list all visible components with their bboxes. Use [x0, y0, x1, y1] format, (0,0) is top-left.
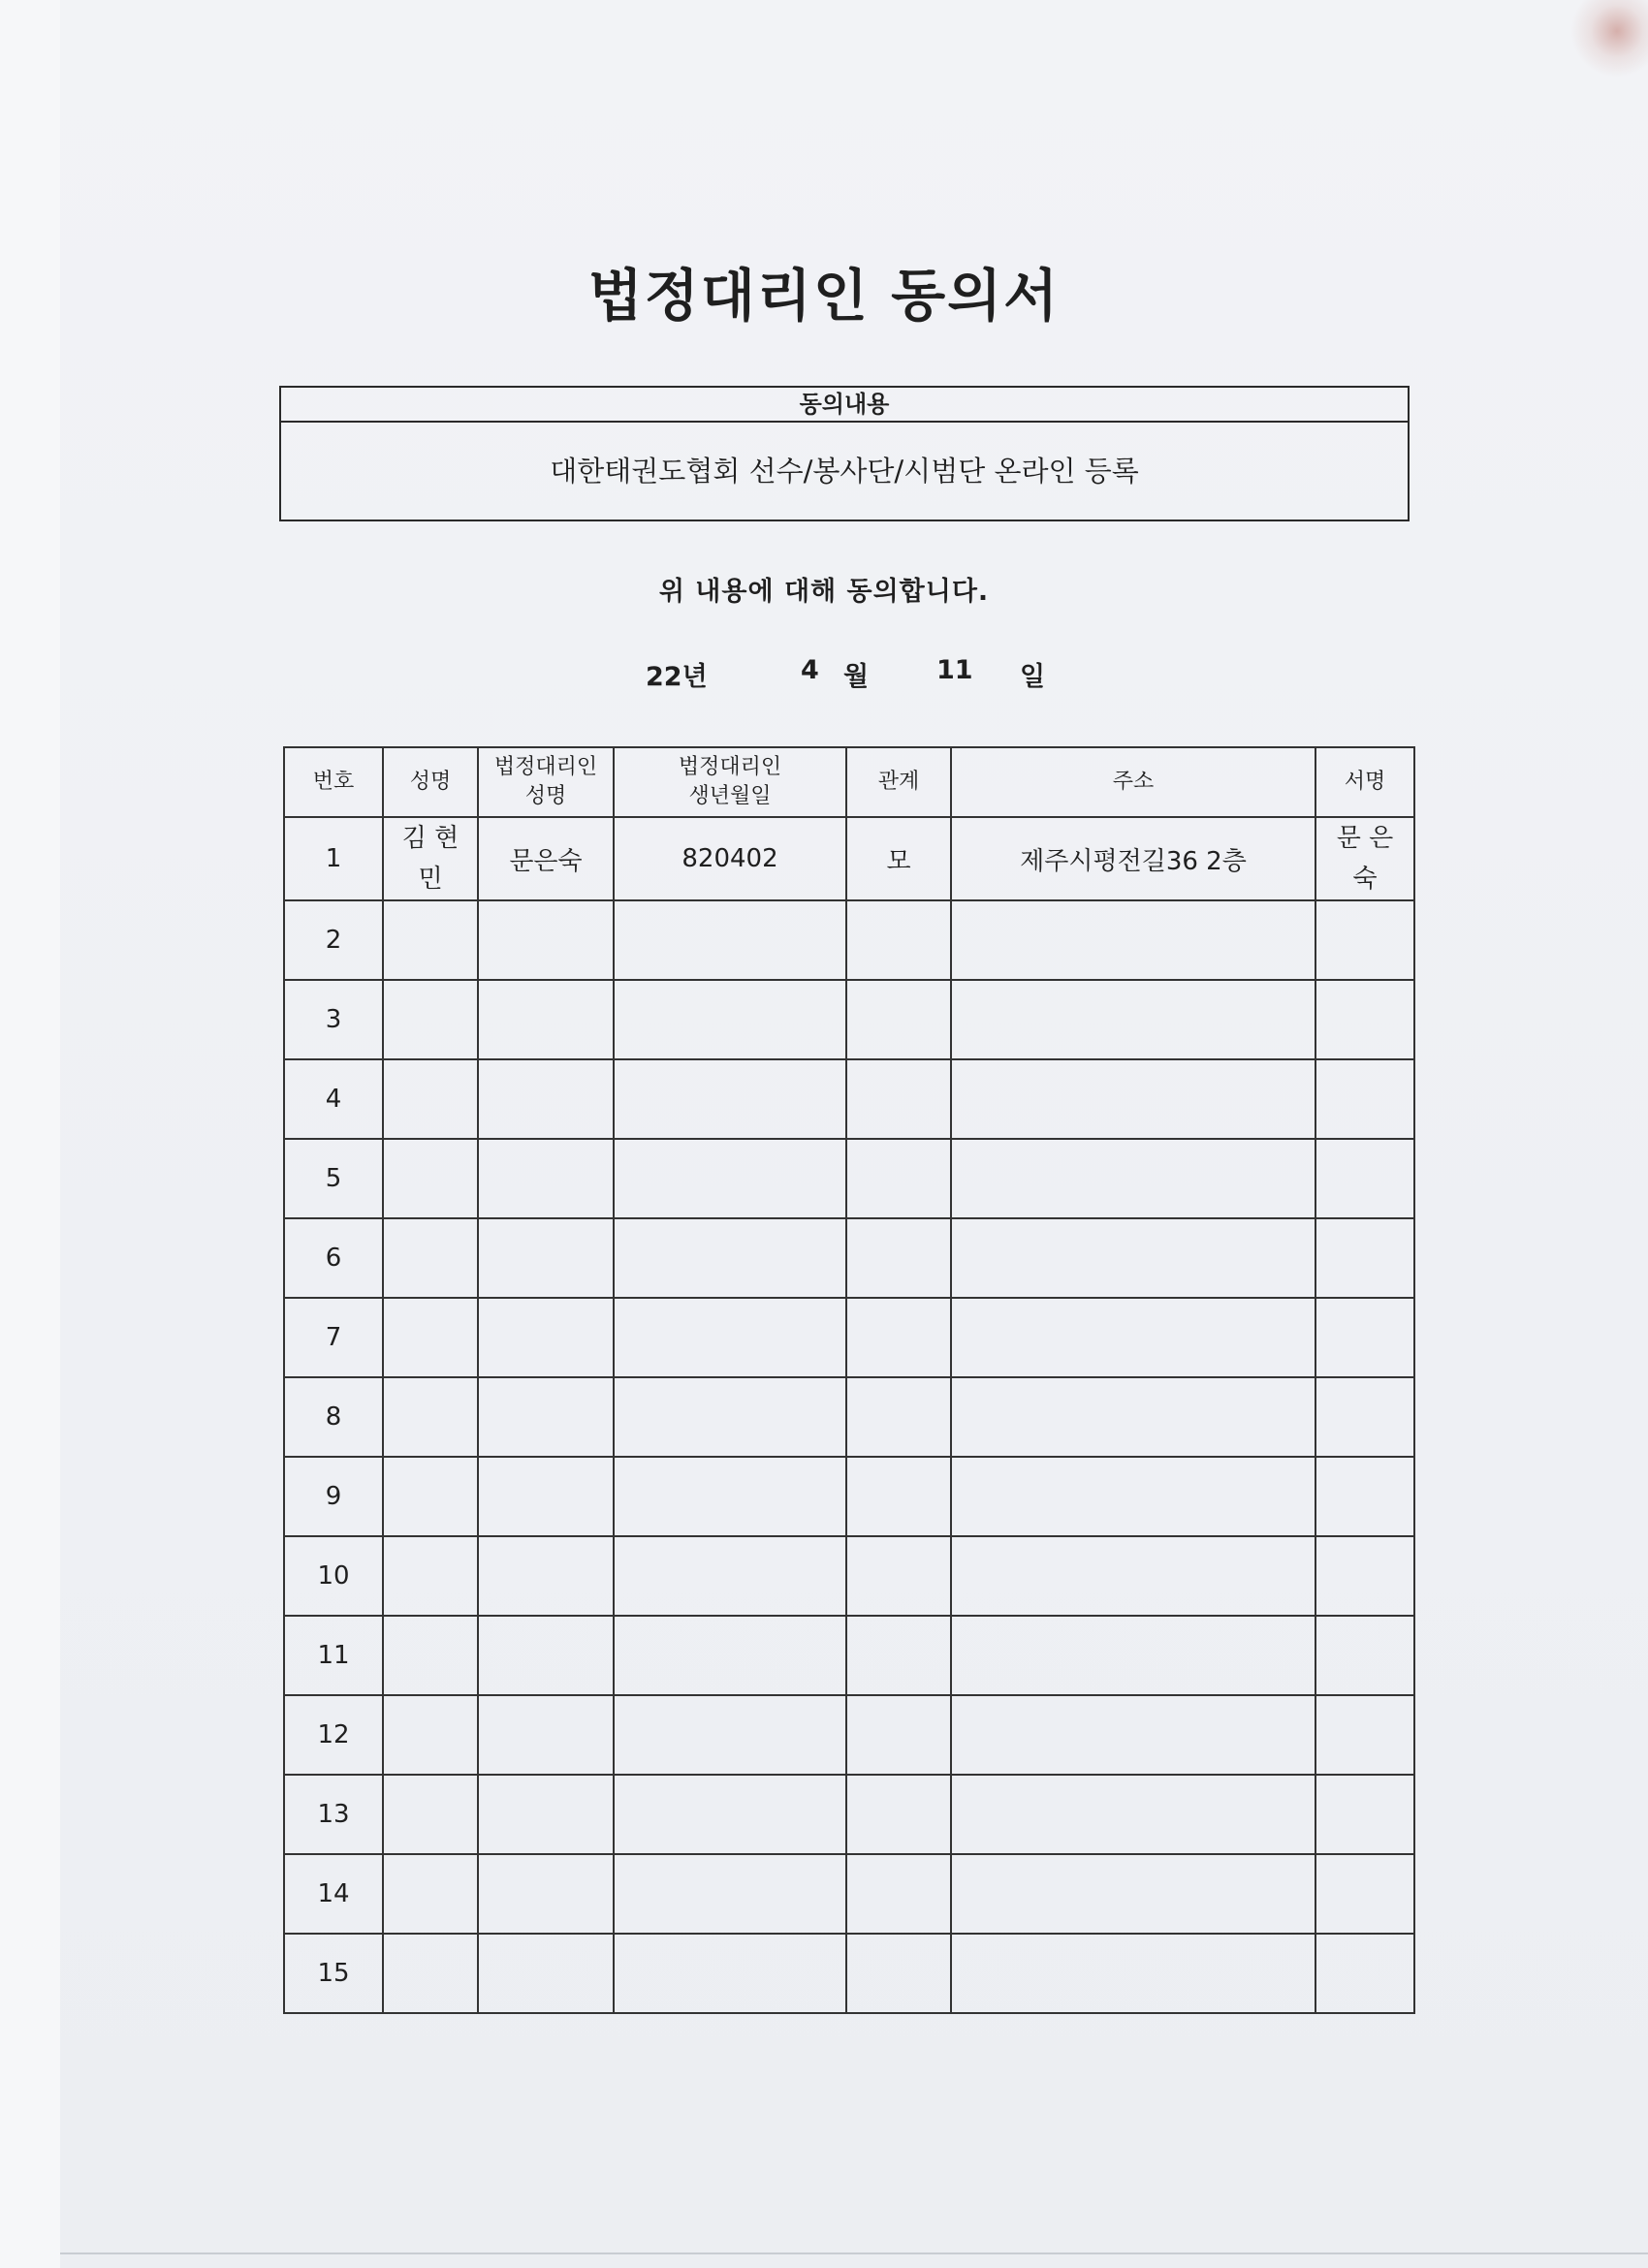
cell-no: 1	[284, 817, 383, 900]
header-guardian-birth-line2: 생년월일	[688, 784, 772, 808]
header-address: 주소	[951, 747, 1315, 817]
cell-guardian-name[interactable]	[478, 1139, 614, 1218]
cell-no: 14	[284, 1854, 383, 1934]
cell-no: 3	[284, 980, 383, 1059]
table-row	[284, 1695, 1414, 1775]
header-guardian-birth	[614, 747, 846, 817]
cell-address[interactable]	[951, 1695, 1315, 1775]
cell-relation[interactable]	[846, 980, 951, 1059]
cell-guardian-name[interactable]	[478, 980, 614, 1059]
cell-guardian-birth[interactable]: 820402	[614, 817, 846, 900]
cell-no: 13	[284, 1775, 383, 1854]
table-row	[284, 1298, 1414, 1377]
cell-name[interactable]	[383, 980, 478, 1059]
cell-signature[interactable]	[1315, 980, 1414, 1059]
cell-guardian-birth[interactable]	[614, 1298, 846, 1377]
cell-guardian-name[interactable]	[478, 1059, 614, 1139]
scan-bottom-edge	[60, 2252, 1648, 2254]
cell-relation[interactable]	[846, 1934, 951, 2013]
cell-guardian-birth[interactable]	[614, 1536, 846, 1616]
date-month: 4	[801, 655, 819, 685]
consent-box	[279, 386, 1410, 521]
cell-guardian-name[interactable]	[478, 1854, 614, 1934]
cell-guardian-name[interactable]	[478, 1457, 614, 1536]
consent-header: 동의내용	[281, 388, 1408, 423]
cell-relation[interactable]	[846, 1854, 951, 1934]
cell-name-line1: 김 현	[401, 824, 460, 853]
cell-relation[interactable]	[846, 1616, 951, 1695]
cell-no: 2	[284, 900, 383, 980]
header-guardian-birth-line1: 법정대리인	[678, 755, 782, 779]
date-year: 22년	[646, 662, 708, 692]
cell-guardian-name[interactable]	[478, 1377, 614, 1457]
cell-no: 6	[284, 1218, 383, 1298]
consent-body: 대한태권도협회 선수/봉사단/시범단 온라인 등록	[550, 455, 1139, 488]
cell-signature[interactable]	[1315, 1775, 1414, 1854]
cell-name[interactable]	[383, 1457, 478, 1536]
cell-signature-line1: 문 은	[1336, 824, 1394, 853]
cell-address[interactable]	[951, 1298, 1315, 1377]
cell-no: 12	[284, 1695, 383, 1775]
header-signature: 서명	[1315, 747, 1414, 817]
cell-guardian-name[interactable]	[478, 1218, 614, 1298]
cell-name[interactable]	[383, 817, 478, 900]
table-row	[284, 1536, 1414, 1616]
cell-address[interactable]	[951, 1139, 1315, 1218]
cell-name[interactable]	[383, 1377, 478, 1457]
cell-signature-line2: 숙	[1352, 865, 1378, 894]
cell-address[interactable]	[951, 1377, 1315, 1457]
cell-name[interactable]	[383, 1218, 478, 1298]
cell-relation[interactable]	[846, 1536, 951, 1616]
header-name: 성명	[383, 747, 478, 817]
cell-relation[interactable]	[846, 1457, 951, 1536]
cell-address[interactable]	[951, 1536, 1315, 1616]
table-row	[284, 980, 1414, 1059]
cell-signature[interactable]	[1315, 900, 1414, 980]
cell-relation[interactable]	[846, 1298, 951, 1377]
cell-address[interactable]	[951, 1854, 1315, 1934]
cell-name[interactable]	[383, 900, 478, 980]
header-no: 번호	[284, 747, 383, 817]
cell-name[interactable]	[383, 1854, 478, 1934]
table-row	[284, 1139, 1414, 1218]
cell-address[interactable]	[951, 980, 1315, 1059]
cell-name[interactable]	[383, 1536, 478, 1616]
cell-name[interactable]	[383, 1616, 478, 1695]
cell-guardian-birth[interactable]	[614, 1854, 846, 1934]
cell-address[interactable]	[951, 1457, 1315, 1536]
header-guardian-name-line1: 법정대리인	[493, 755, 598, 779]
header-guardian-name-line2: 성명	[524, 784, 567, 808]
cell-signature[interactable]	[1315, 817, 1414, 900]
cell-guardian-name[interactable]: 문은숙	[478, 817, 614, 900]
cell-name-line2: 민	[418, 865, 443, 894]
table-row	[284, 817, 1414, 900]
cell-no: 7	[284, 1298, 383, 1377]
cell-name[interactable]	[383, 1695, 478, 1775]
cell-address[interactable]	[951, 1218, 1315, 1298]
table-row	[284, 1775, 1414, 1854]
cell-signature[interactable]	[1315, 1139, 1414, 1218]
cell-guardian-birth[interactable]	[614, 1059, 846, 1139]
cell-address[interactable]: 제주시평전길36 2층	[951, 817, 1315, 900]
table-row	[284, 1616, 1414, 1695]
date-month-unit: 월	[843, 662, 870, 692]
date-day: 11	[936, 655, 973, 685]
cell-signature[interactable]	[1315, 1616, 1414, 1695]
cell-relation[interactable]	[846, 1218, 951, 1298]
cell-guardian-birth[interactable]	[614, 900, 846, 980]
header-guardian-name	[478, 747, 614, 817]
cell-guardian-birth[interactable]	[614, 1377, 846, 1457]
table-row	[284, 1457, 1414, 1536]
cell-guardian-name[interactable]	[478, 1775, 614, 1854]
cell-signature[interactable]	[1315, 1934, 1414, 2013]
cell-no: 8	[284, 1377, 383, 1457]
cell-address[interactable]	[951, 1059, 1315, 1139]
cell-relation[interactable]	[846, 1059, 951, 1139]
cell-guardian-birth[interactable]	[614, 1775, 846, 1854]
cell-relation[interactable]	[846, 1775, 951, 1854]
paper-stain	[1570, 0, 1648, 78]
cell-signature[interactable]	[1315, 1457, 1414, 1536]
cell-address[interactable]	[951, 1616, 1315, 1695]
cell-no: 15	[284, 1934, 383, 2013]
cell-guardian-name[interactable]	[478, 1536, 614, 1616]
cell-relation[interactable]	[846, 1139, 951, 1218]
cell-name[interactable]	[383, 1298, 478, 1377]
date-day-unit: 일	[1020, 662, 1046, 692]
table-row	[284, 900, 1414, 980]
cell-signature[interactable]	[1315, 1059, 1414, 1139]
cell-signature[interactable]	[1315, 1218, 1414, 1298]
cell-no: 9	[284, 1457, 383, 1536]
cell-name[interactable]	[383, 1934, 478, 2013]
cell-name[interactable]	[383, 1775, 478, 1854]
table-row	[284, 1934, 1414, 2013]
table-row	[284, 1854, 1414, 1934]
table-header-row	[284, 747, 1414, 817]
table-row	[284, 1377, 1414, 1457]
cell-no: 4	[284, 1059, 383, 1139]
table-row	[284, 1218, 1414, 1298]
table-row	[284, 1059, 1414, 1139]
cell-signature[interactable]	[1315, 1377, 1414, 1457]
cell-relation[interactable]	[846, 900, 951, 980]
cell-guardian-birth[interactable]	[614, 1934, 846, 2013]
header-relation: 관계	[846, 747, 951, 817]
cell-no: 11	[284, 1616, 383, 1695]
cell-name[interactable]	[383, 1059, 478, 1139]
cell-relation[interactable]: 모	[846, 817, 951, 900]
agreement-text: 위 내용에 대해 동의합니다.	[658, 577, 990, 607]
cell-address[interactable]	[951, 1934, 1315, 2013]
cell-guardian-name[interactable]	[478, 1298, 614, 1377]
cell-signature[interactable]	[1315, 1695, 1414, 1775]
cell-guardian-birth[interactable]	[614, 1218, 846, 1298]
document-title: 법정대리인 동의서	[587, 263, 1061, 329]
cell-signature[interactable]	[1315, 1536, 1414, 1616]
cell-guardian-birth[interactable]	[614, 1616, 846, 1695]
cell-guardian-name[interactable]	[478, 1934, 614, 2013]
cell-guardian-birth[interactable]	[614, 980, 846, 1059]
cell-guardian-birth[interactable]	[614, 1457, 846, 1536]
scan-edge	[0, 0, 60, 2268]
cell-address[interactable]	[951, 1775, 1315, 1854]
date-row	[0, 655, 1648, 694]
registration-table	[283, 746, 1415, 2014]
cell-signature[interactable]	[1315, 1298, 1414, 1377]
cell-guardian-birth[interactable]	[614, 1695, 846, 1775]
cell-relation[interactable]	[846, 1695, 951, 1775]
cell-guardian-name[interactable]	[478, 1695, 614, 1775]
cell-guardian-birth[interactable]	[614, 1139, 846, 1218]
cell-no: 5	[284, 1139, 383, 1218]
cell-relation[interactable]	[846, 1377, 951, 1457]
cell-signature[interactable]	[1315, 1854, 1414, 1934]
cell-name[interactable]	[383, 1139, 478, 1218]
cell-no: 10	[284, 1536, 383, 1616]
cell-address[interactable]	[951, 900, 1315, 980]
cell-guardian-name[interactable]	[478, 1616, 614, 1695]
cell-guardian-name[interactable]	[478, 900, 614, 980]
